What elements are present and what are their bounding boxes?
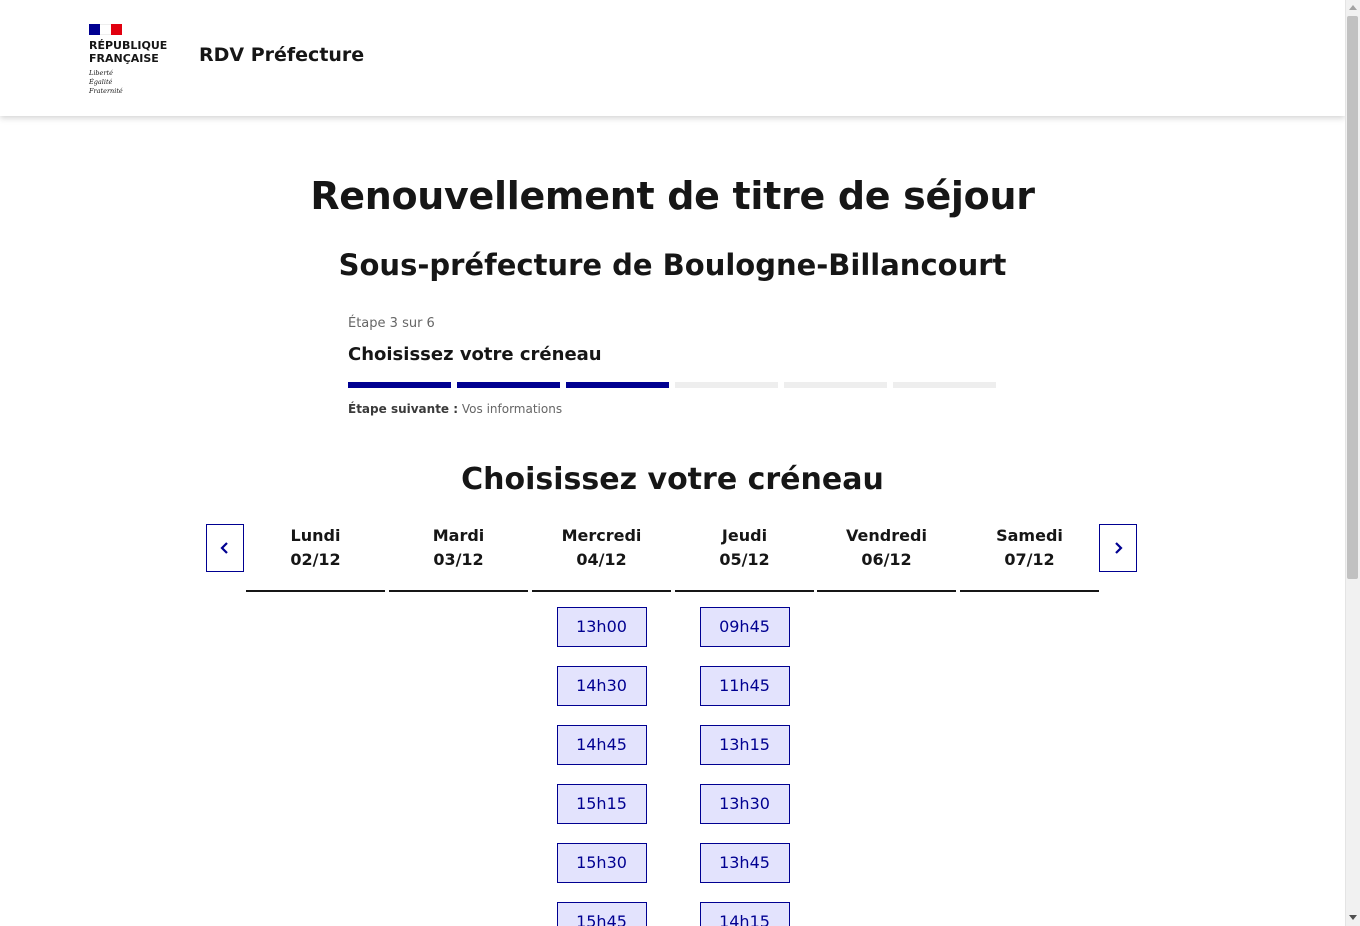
previous-days-button[interactable] (206, 524, 244, 572)
site-header (0, 0, 1345, 116)
logo-line-2: FRANÇAISE (89, 52, 159, 65)
time-slot-button[interactable]: 14h30 (557, 666, 647, 706)
step-count: Étape 3 sur 6 (348, 316, 435, 331)
motto-liberte: Liberté (89, 69, 113, 77)
day-column (389, 524, 528, 607)
time-slot-button[interactable]: 15h15 (557, 784, 647, 824)
stepper-segment (784, 382, 887, 388)
day-name: Mercredi (561, 526, 642, 545)
next-step-value: Vos informations (461, 402, 563, 416)
page-title: Renouvellement de titre de séjour (310, 174, 1035, 218)
stepper-segment (675, 382, 778, 388)
day-header (246, 524, 385, 592)
day-date: 07/12 (1004, 550, 1055, 569)
day-column (246, 524, 385, 607)
time-slot-button[interactable]: 09h45 (700, 607, 790, 647)
day-name: Lundi (290, 526, 341, 545)
day-column (675, 524, 814, 926)
day-header (532, 524, 671, 592)
stepper-segment (348, 382, 451, 388)
stepper-segment (566, 382, 669, 388)
slot-list (960, 592, 1099, 607)
day-name: Samedi (996, 526, 1063, 545)
scrollbar-thumb[interactable] (1347, 16, 1358, 579)
next-step-label: Étape suivante : (348, 402, 459, 416)
day-name: Jeudi (721, 526, 768, 545)
time-slot-button[interactable]: 13h45 (700, 843, 790, 883)
step-title: Choisissez votre créneau (348, 344, 602, 365)
day-header (960, 524, 1099, 592)
time-slot-button[interactable]: 13h00 (557, 607, 647, 647)
stepper-segment (893, 382, 996, 388)
slot-list (532, 592, 671, 926)
scroll-down-arrow-icon[interactable] (1349, 915, 1357, 920)
day-column (960, 524, 1099, 607)
day-date: 05/12 (719, 550, 770, 569)
next-step (348, 400, 562, 418)
republic-motto (89, 69, 123, 96)
service-name-link[interactable]: RDV Préfecture (199, 44, 365, 66)
section-title: Choisissez votre créneau (461, 462, 884, 497)
day-header (817, 524, 956, 592)
slot-list (817, 592, 956, 607)
scroll-up-arrow-icon[interactable] (1349, 5, 1357, 10)
day-column (532, 524, 671, 926)
marianne-flag-icon (89, 24, 122, 35)
motto-egalite: Égalité (89, 78, 113, 86)
time-slot-button[interactable]: 11h45 (700, 666, 790, 706)
logo-line-1: RÉPUBLIQUE (89, 39, 168, 52)
chevron-right-icon (1112, 541, 1124, 555)
time-slot-button[interactable]: 15h30 (557, 843, 647, 883)
page-subtitle: Sous-préfecture de Boulogne-Billancourt (338, 248, 1007, 282)
motto-fraternite: Fraternité (89, 87, 123, 95)
stepper-progress (348, 382, 996, 388)
time-slot-button[interactable]: 13h30 (700, 784, 790, 824)
day-date: 03/12 (433, 550, 484, 569)
slot-list (246, 592, 385, 607)
day-name: Mardi (432, 526, 485, 545)
time-slot-button[interactable]: 14h45 (557, 725, 647, 765)
slot-list (675, 592, 814, 926)
day-column (817, 524, 956, 607)
day-date: 04/12 (576, 550, 627, 569)
day-name: Vendredi (846, 526, 927, 545)
time-slot-button[interactable]: 15h45 (557, 902, 647, 926)
slot-list (389, 592, 528, 607)
day-header (389, 524, 528, 592)
day-date: 06/12 (861, 550, 912, 569)
time-slot-button[interactable]: 14h15 (700, 902, 790, 926)
day-header (675, 524, 814, 592)
stepper (348, 314, 998, 416)
stepper-segment (457, 382, 560, 388)
republique-francaise-logo[interactable] (89, 24, 179, 96)
time-slot-button[interactable]: 13h15 (700, 725, 790, 765)
day-date: 02/12 (290, 550, 341, 569)
chevron-left-icon (219, 541, 231, 555)
next-days-button[interactable] (1099, 524, 1137, 572)
